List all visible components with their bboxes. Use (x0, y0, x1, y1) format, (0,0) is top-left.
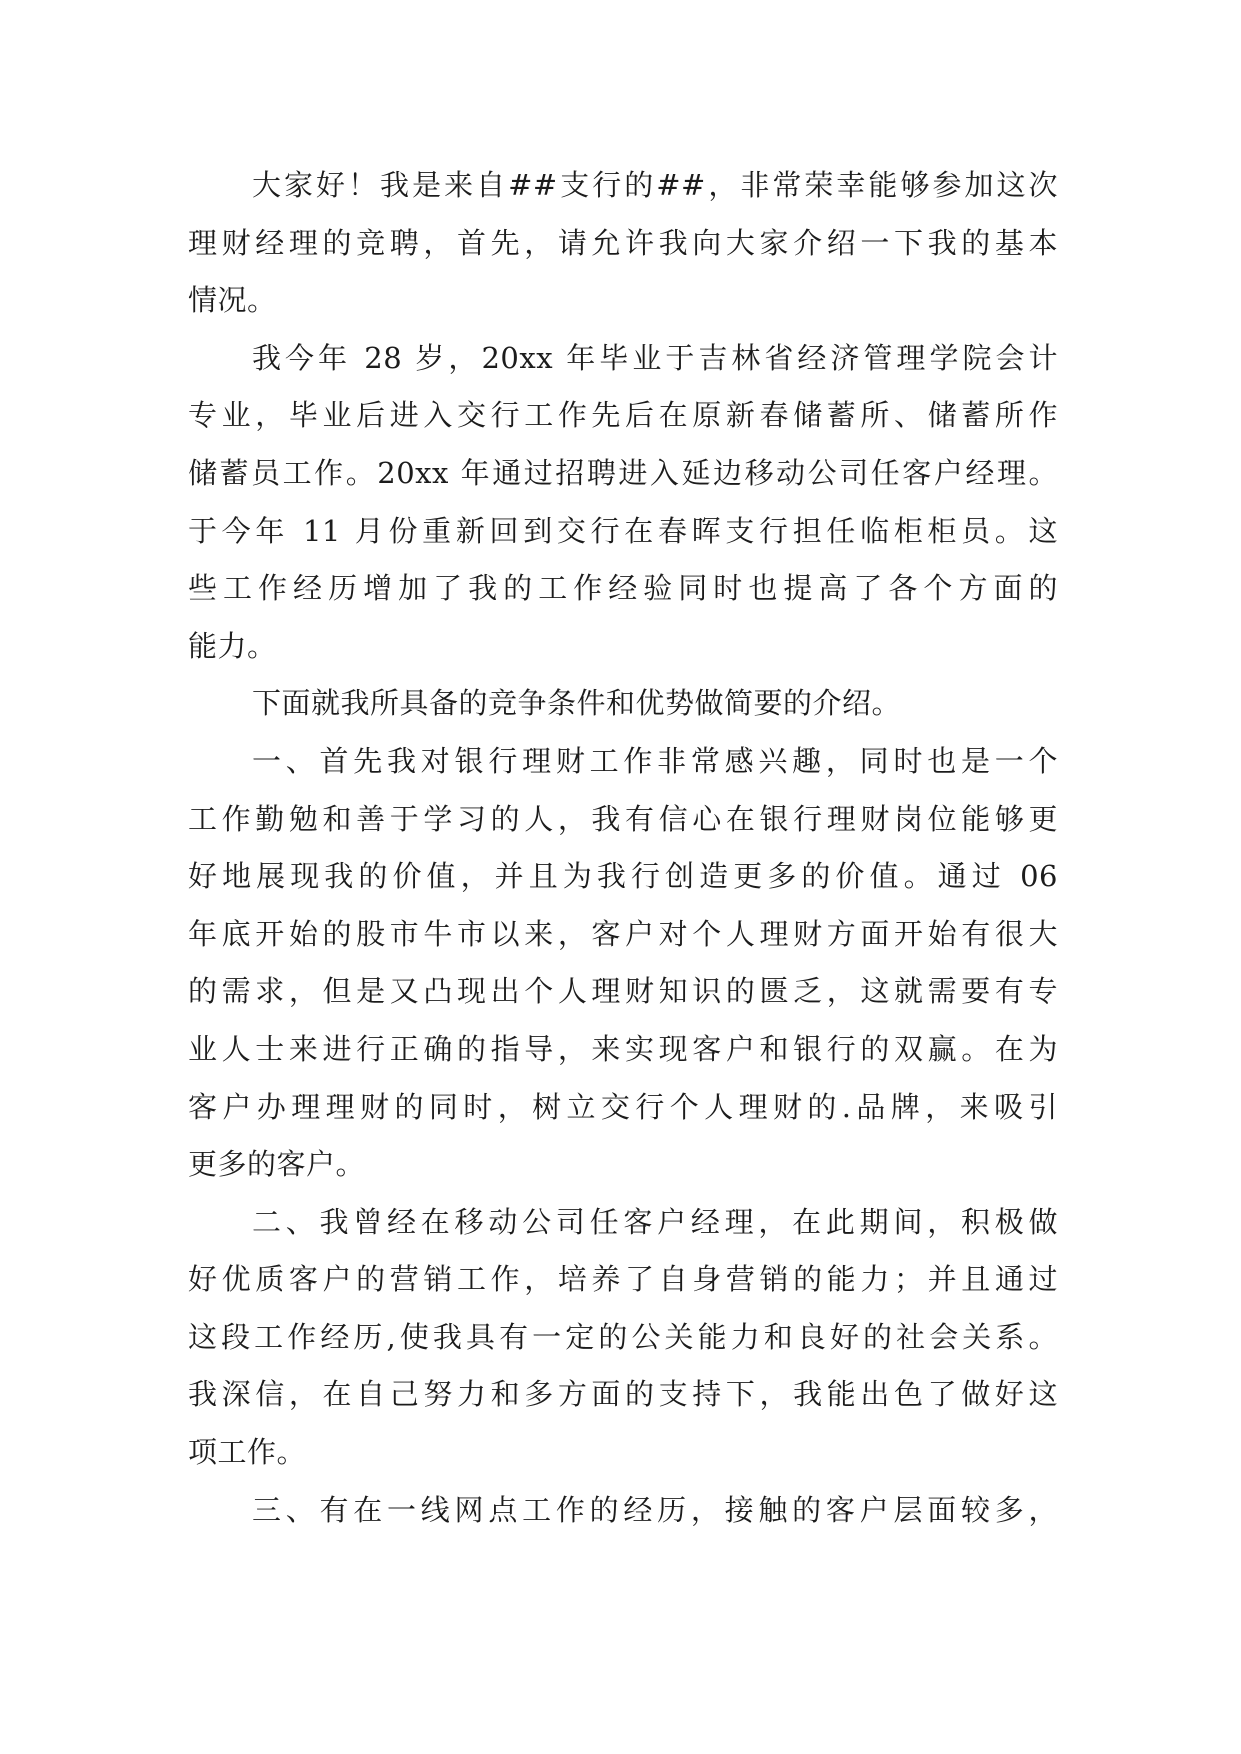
text-line: 专业，毕业后进入交行工作先后在原新春储蓄所、储蓄所作 (188, 398, 1058, 433)
text-line: 年底开始的股市牛市以来，客户对个人理财方面开始有很大 (188, 916, 1058, 951)
text-line: 大家好！我是来自##支行的##，非常荣幸能够参加这次 (252, 168, 1058, 202)
text-line: 理财经理的竞聘，首先，请允许我向大家介绍一下我的基本 (188, 225, 1058, 260)
paragraph-intro (188, 675, 1058, 733)
text-line: 些工作经历增加了我的工作经验同时也提高了各个方面的 (188, 571, 1058, 606)
text-line: 能力。 (188, 628, 277, 663)
text-line: 项工作。 (188, 1435, 307, 1470)
text-line: 情况。 (188, 283, 277, 318)
text-line: 业人士来进行正确的指导，来实现客户和银行的双赢。在为 (188, 1031, 1058, 1066)
text-line: 一、首先我对银行理财工作非常感兴趣，同时也是一个 (252, 743, 1058, 778)
text-line: 更多的客户。 (188, 1147, 366, 1182)
text-line: 我深信，在自己努力和多方面的支持下，我能出色了做好这 (188, 1377, 1058, 1412)
text-line: 客户办理理财的同时，树立交行个人理财的.品牌，来吸引 (188, 1089, 1058, 1124)
text-line: 好优质客户的营销工作，培养了自身营销的能力；并且通过 (188, 1262, 1058, 1297)
paragraph-point-two (188, 1194, 1058, 1482)
text-line: 三、有在一线网点工作的经历，接触的客户层面较多， (252, 1492, 1058, 1527)
paragraph-point-three (188, 1482, 1058, 1540)
text-line: 下面就我所具备的竞争条件和优势做简要的介绍。 (252, 686, 902, 721)
paragraph-greeting (188, 157, 1058, 330)
paragraph-background (188, 330, 1058, 676)
text-line: 这段工作经历,使我具有一定的公关能力和良好的社会关系。 (188, 1319, 1058, 1354)
text-line: 的需求，但是又凸现出个人理财知识的匮乏，这就需要有专 (188, 974, 1058, 1009)
text-line: 于今年 11 月份重新回到交行在春晖支行担任临柜柜员。这 (188, 513, 1058, 548)
text-line: 二、我曾经在移动公司任客户经理，在此期间，积极做 (252, 1204, 1058, 1239)
paragraph-point-one (188, 733, 1058, 1194)
text-line: 工作勤勉和善于学习的人，我有信心在银行理财岗位能够更 (188, 801, 1058, 836)
text-line: 储蓄员工作。20xx 年通过招聘进入延边移动公司任客户经理。 (188, 455, 1058, 490)
text-line: 好地展现我的价值，并且为我行创造更多的价值。通过 06 (188, 859, 1058, 894)
document-body (188, 157, 1058, 1539)
text-line: 我今年 28 岁，20xx 年毕业于吉林省经济管理学院会计 (252, 340, 1058, 375)
